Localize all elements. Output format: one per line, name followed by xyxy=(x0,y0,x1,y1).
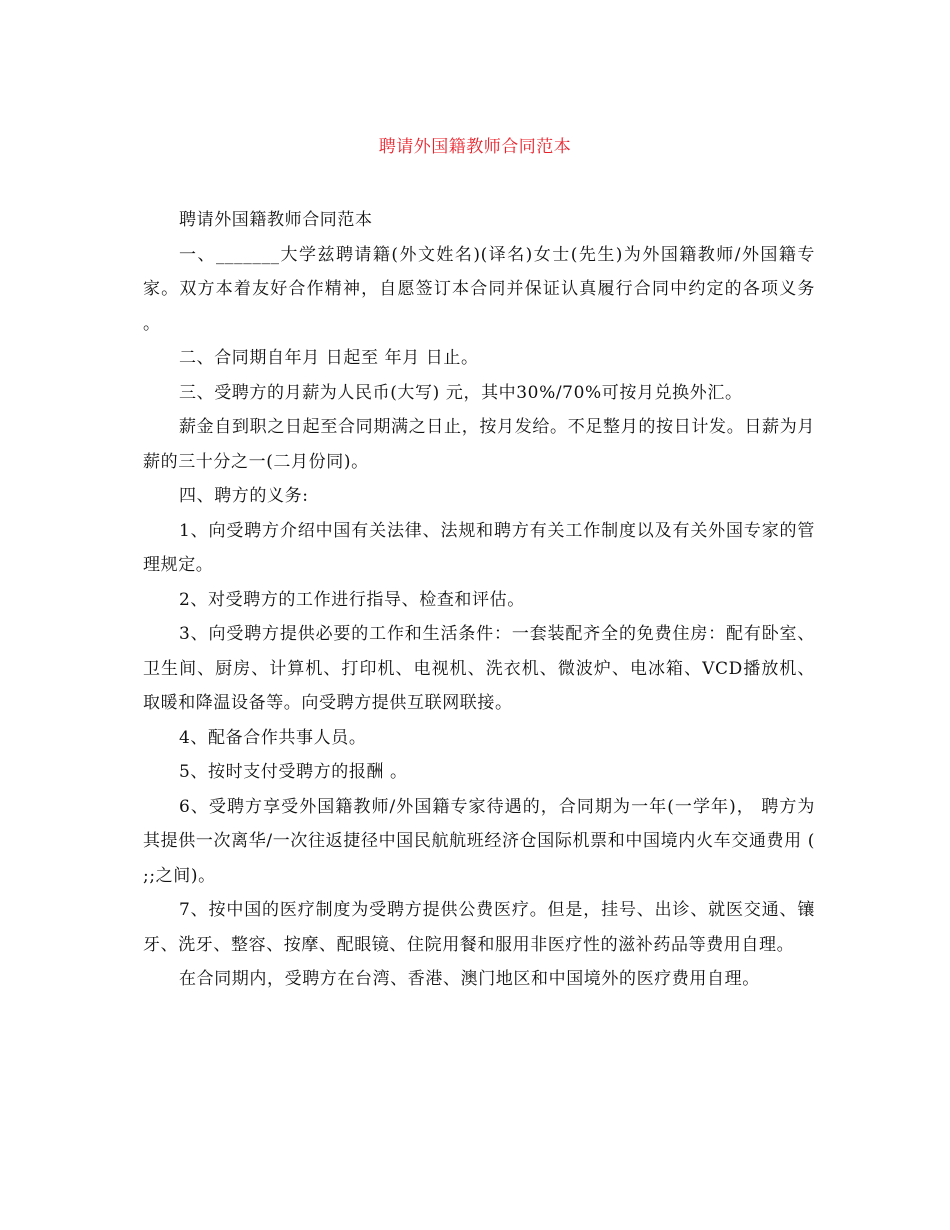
paragraph-item-3: 3、向受聘方提供必要的工作和生活条件：一套装配齐全的免费住房：配有卧室、卫生间、厨房、计算机、打印机、电视机、洗衣机、微波炉、电冰箱、VCD播放机、取暖和降温设备等。向受聘方提供互联网联接。 xyxy=(143,624,815,713)
paragraph-salary-note: 薪金自到职之日起至合同期满之日止，按月发给。不足整月的按日计发。日薪为月薪的三十分之一(二月份同)。 xyxy=(143,417,815,472)
paragraph-medical-note: 在合同期内，受聘方在台湾、香港、澳门地区和中国境外的医疗费用自理。 xyxy=(179,969,760,989)
paragraph-clause-1: 一、_______大学兹聘请籍(外文姓名)(译名)女士(先生)为外国籍教师/外国籍专家。双方本着友好合作精神，自愿签订本合同并保证认真履行合同中约定的各项义务 。 xyxy=(143,244,815,334)
paragraph-item-1: 1、向受聘方介绍中国有关法律、法规和聘方有关工作制度以及有关外国专家的管理规定。 xyxy=(143,520,815,575)
paragraph-item-7: 7、按中国的医疗制度为受聘方提供公费医疗。但是，挂号、出诊、就医交通、镶牙、洗牙、整容、按摩、配眼镜、住院用餐和服用非医疗性的滋补药品等费用自理。 xyxy=(143,900,815,955)
document-title: 聘请外国籍教师合同范本 xyxy=(378,137,572,157)
paragraph-clause-2: 二、合同期自年月 日起至 年月 日止。 xyxy=(179,348,479,368)
paragraph-subtitle: 聘请外国籍教师合同范本 xyxy=(179,210,373,230)
document-body xyxy=(143,203,815,997)
paragraph-clause-3: 三、受聘方的月薪为人民币(大写) 元，其中30%/70%可按月兑换外汇。 xyxy=(179,382,743,403)
paragraph-item-2: 2、对受聘方的工作进行指导、检查和评估。 xyxy=(179,589,525,610)
paragraph-item-5: 5、按时支付受聘方的报酬 。 xyxy=(179,762,408,782)
paragraph-item-4: 4、配备合作共事人员。 xyxy=(179,727,367,748)
paragraph-item-6: 6、受聘方享受外国籍教师/外国籍专家待遇的，合同期为一年(一学年)， 聘方为其提供一次离华/一次往返捷径中国民航航班经济仓国际机票和中国境内火车交通费用 ( ;;之间)。 xyxy=(143,796,815,886)
paragraph-clause-4: 四、聘方的义务: xyxy=(179,486,309,506)
